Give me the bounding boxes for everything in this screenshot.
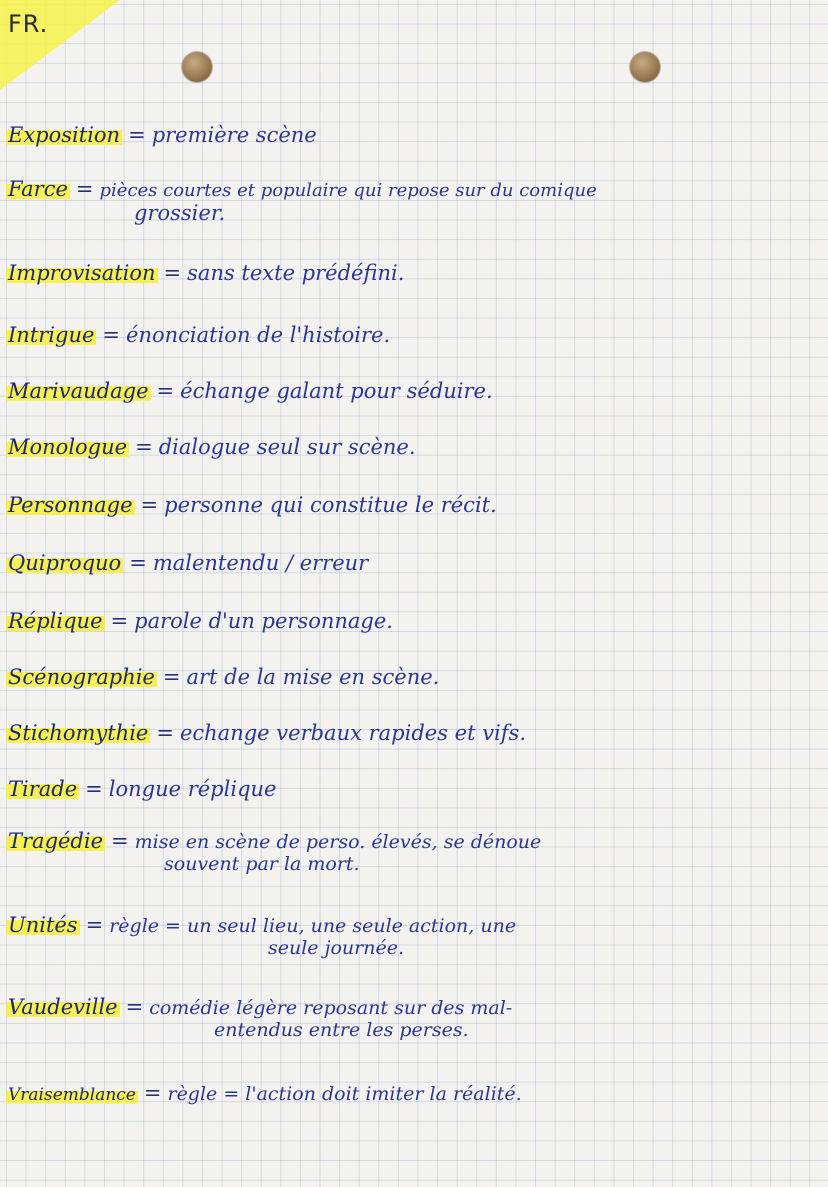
entry-separator: =: [156, 379, 175, 403]
entry-separator: =: [128, 123, 146, 147]
entry-term: Monologue: [8, 435, 128, 459]
binder-hole-left: [182, 52, 212, 82]
entry-term: Réplique: [8, 609, 103, 633]
entry-definition: dialogue seul sur scène.: [158, 435, 416, 459]
entry-term: Intrigue: [8, 323, 95, 347]
entry-term: Scénographie: [8, 665, 155, 689]
entry-separator: =: [135, 435, 153, 459]
entry-definition: comédie légère reposant sur des mal-: [149, 997, 513, 1019]
entry-definition: parole d'un personnage.: [134, 609, 393, 633]
entry-separator: =: [162, 665, 181, 689]
entry-term: Quiproquo: [8, 551, 122, 575]
entry-term: Vraisemblance: [8, 1085, 136, 1105]
entry-farce: [6, 178, 820, 224]
entry-definition: énonciation de l'histoire.: [126, 323, 391, 347]
entry-term: Exposition: [8, 123, 121, 147]
entry-quiproquo: [6, 552, 820, 574]
entry-definition: mise en scène de perso. élevés, se dénoue: [134, 831, 542, 853]
entry-separator: =: [140, 493, 159, 517]
entry-term: Vaudeville: [8, 995, 118, 1019]
entry-term: Tirade: [8, 777, 78, 801]
entry-separator: =: [85, 913, 104, 937]
entry-separator: =: [129, 551, 147, 575]
entry-definition: personne qui constitue le récit.: [164, 493, 497, 517]
entry-monologue: [6, 436, 820, 458]
entry-stichomythie: [6, 722, 820, 744]
entry-definition: échange galant pour séduire.: [180, 379, 493, 403]
entry-scenographie: [6, 666, 820, 688]
entry-term: Personnage: [8, 493, 133, 517]
entry-definition: echange verbaux rapides et vifs.: [179, 721, 526, 745]
entry-vraisemblance: [6, 1082, 820, 1106]
entry-definition: art de la mise en scène.: [186, 665, 440, 689]
entry-separator: =: [102, 323, 121, 347]
entry-definition: première scène: [151, 123, 317, 147]
entry-separator: =: [111, 829, 129, 853]
entry-term: Marivaudage: [8, 379, 149, 403]
entry-vaudeville: [6, 996, 820, 1041]
entry-definition-continuation: grossier.: [134, 201, 226, 225]
entry-separator: =: [156, 721, 174, 745]
entry-exposition: [6, 124, 820, 146]
entry-definition: règle = un seul lieu, une seule action, une: [109, 915, 517, 937]
entry-definition: pièces courtes et populaire qui repose sur du comique: [99, 180, 597, 201]
entry-separator: =: [125, 995, 144, 1019]
entry-improvisation: [6, 262, 820, 284]
entry-intrigue: [6, 324, 820, 346]
entry-tragedie: [6, 830, 820, 875]
entry-separator: =: [143, 1081, 162, 1105]
entry-term: Tragédie: [8, 829, 104, 853]
entry-definition: sans texte prédéfini.: [187, 261, 405, 285]
entry-separator: =: [75, 177, 94, 201]
entry-separator: =: [110, 609, 129, 633]
entry-definition: malentendu / erreur: [152, 551, 369, 575]
entry-definition-continuation: souvent par la mort.: [164, 853, 360, 875]
entry-unites: [6, 914, 820, 959]
entry-definition-continuation: seule journée.: [268, 937, 405, 959]
entry-separator: =: [85, 777, 103, 801]
entry-marivaudage: [6, 380, 820, 402]
entry-definition: longue réplique: [108, 777, 277, 801]
binder-hole-right: [630, 52, 660, 82]
entry-term: Improvisation: [8, 261, 156, 285]
entry-definition: règle = l'action doit imiter la réalité.: [167, 1083, 522, 1105]
entry-personnage: [6, 494, 820, 516]
entry-term: Unités: [8, 913, 78, 937]
subject-label: FR.: [8, 10, 49, 38]
entry-separator: =: [163, 261, 182, 285]
entry-term: Stichomythie: [8, 721, 149, 745]
entry-definition-continuation: entendus entre les perses.: [214, 1019, 469, 1041]
entry-tirade: [6, 778, 820, 800]
entry-replique: [6, 610, 820, 632]
entry-term: Farce: [8, 177, 68, 201]
